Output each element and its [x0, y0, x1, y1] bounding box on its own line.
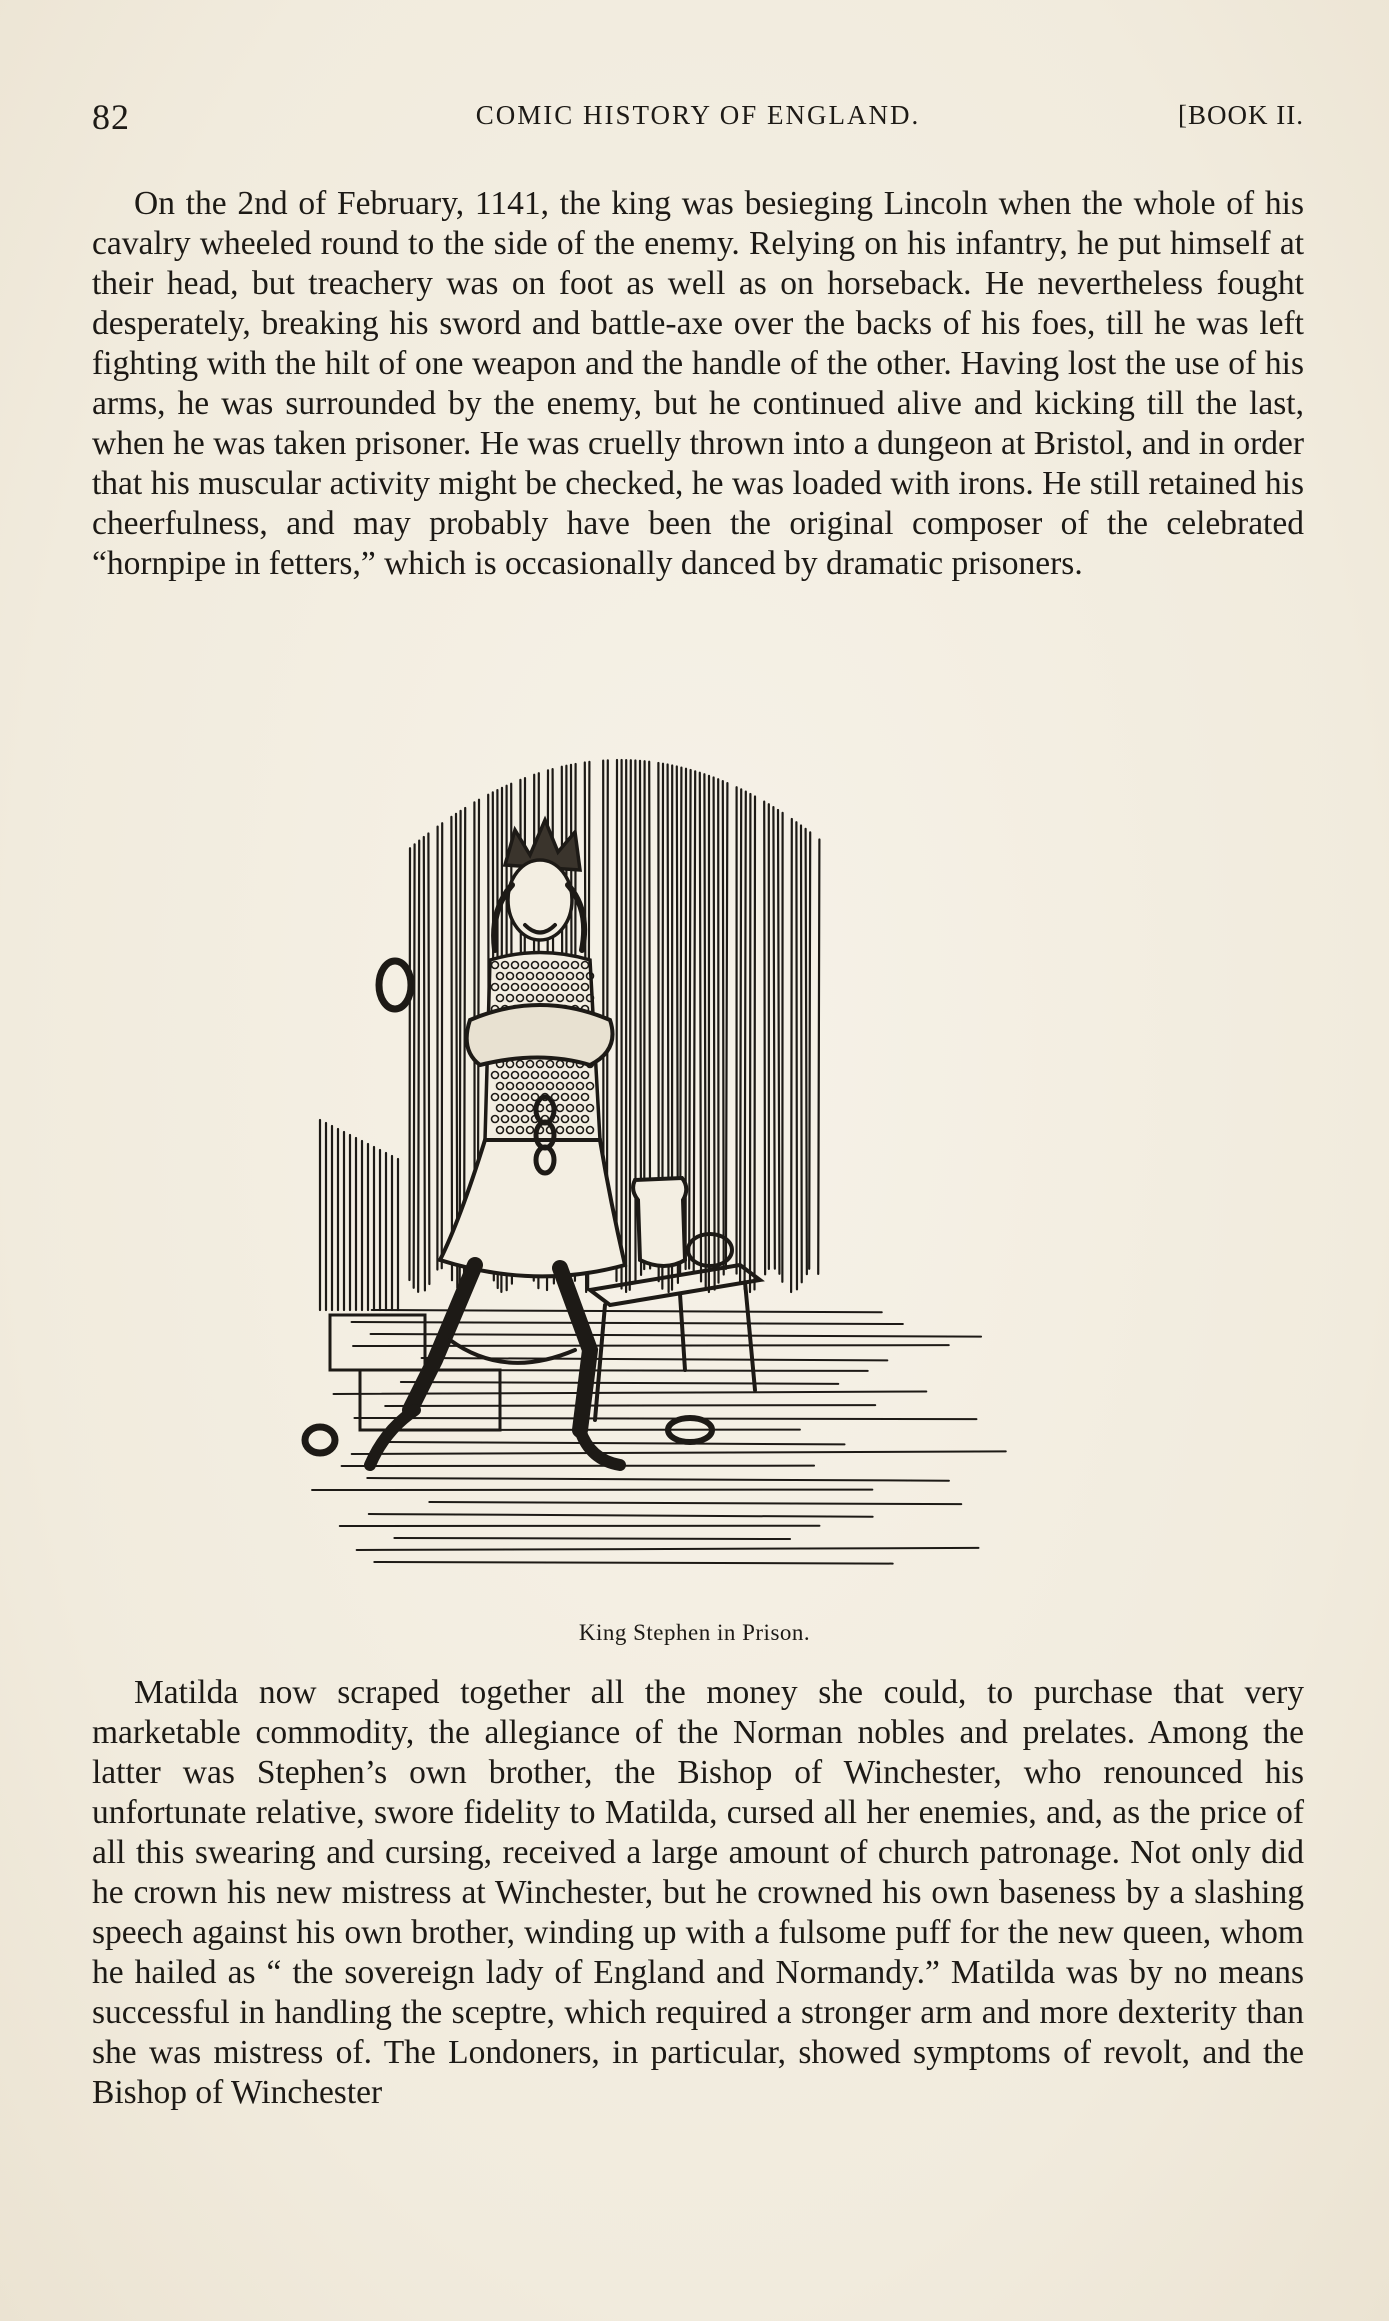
- page-number: 82: [92, 97, 130, 137]
- figure-caption: King Stephen in Prison.: [578, 1620, 811, 1645]
- book-label: [BOOK II.: [1178, 100, 1304, 130]
- running-head: [92, 96, 1304, 136]
- jug: [633, 1178, 686, 1266]
- wall-ring: [379, 961, 411, 1009]
- floor-chain: [305, 1427, 335, 1453]
- floor-lines: [312, 1310, 1006, 1564]
- running-title: COMIC HISTORY OF ENGLAND.: [475, 100, 921, 130]
- paragraph-matilda: Matilda now scraped together all the money she could, to purchase that very marketable commodity, the allegiance of the Norman nobles and prelates. Among the latter was Stephen’s own brother, the Bishop of Winchester, who renounced his unfortunate relative, swore fidelity to Matilda, cursed all her enemies, and, as the price of all this swearing and cursing, received a large amount of church patronage. Not only did he crown his new mistress at Winchester, but he crowned his own baseness by a slashing speech against his own brother, winding up with a fulsome puff for the new queen, whom he hailed as “ the sovereign lady of England and Normandy.” Matilda was by no means successful in handling the sceptre, which required a stronger arm and more dexterity than she was mistress of. The Londoners, in particular, showed symptoms of revolt, and the Bishop of Winchester: [92, 1674, 1304, 2111]
- king-figure: [370, 820, 625, 1465]
- engraving-drawing: [290, 720, 1110, 1620]
- table: [590, 1265, 760, 1420]
- paragraph-stephen-captured: On the 2nd of February, 1141, the king was besieging Lincoln when the whole of his cavalry wheeled round to the side of the enemy. Relying on his infantry, he put himself at their head, but treachery was on foot as well as on horseback. He nevertheless fought desperately, breaking his sword and battle-axe over the backs of his foes, till he was left fighting with the hilt of one weapon and the handle of the other. Having lost the use of his arms, he was surrounded by the enemy, but he continued alive and kicking till the last, when he was taken prisoner. He was cruelly thrown into a dungeon at Bristol, and in order that his muscular activity might be checked, he was loaded with irons. He still retained his cheerfulness, and may probably have been the original composer of the celebrated “hornpipe in fetters,” which is occasionally danced by dramatic prisoners.: [92, 185, 1304, 582]
- illustration-king-stephen: [290, 720, 1110, 1620]
